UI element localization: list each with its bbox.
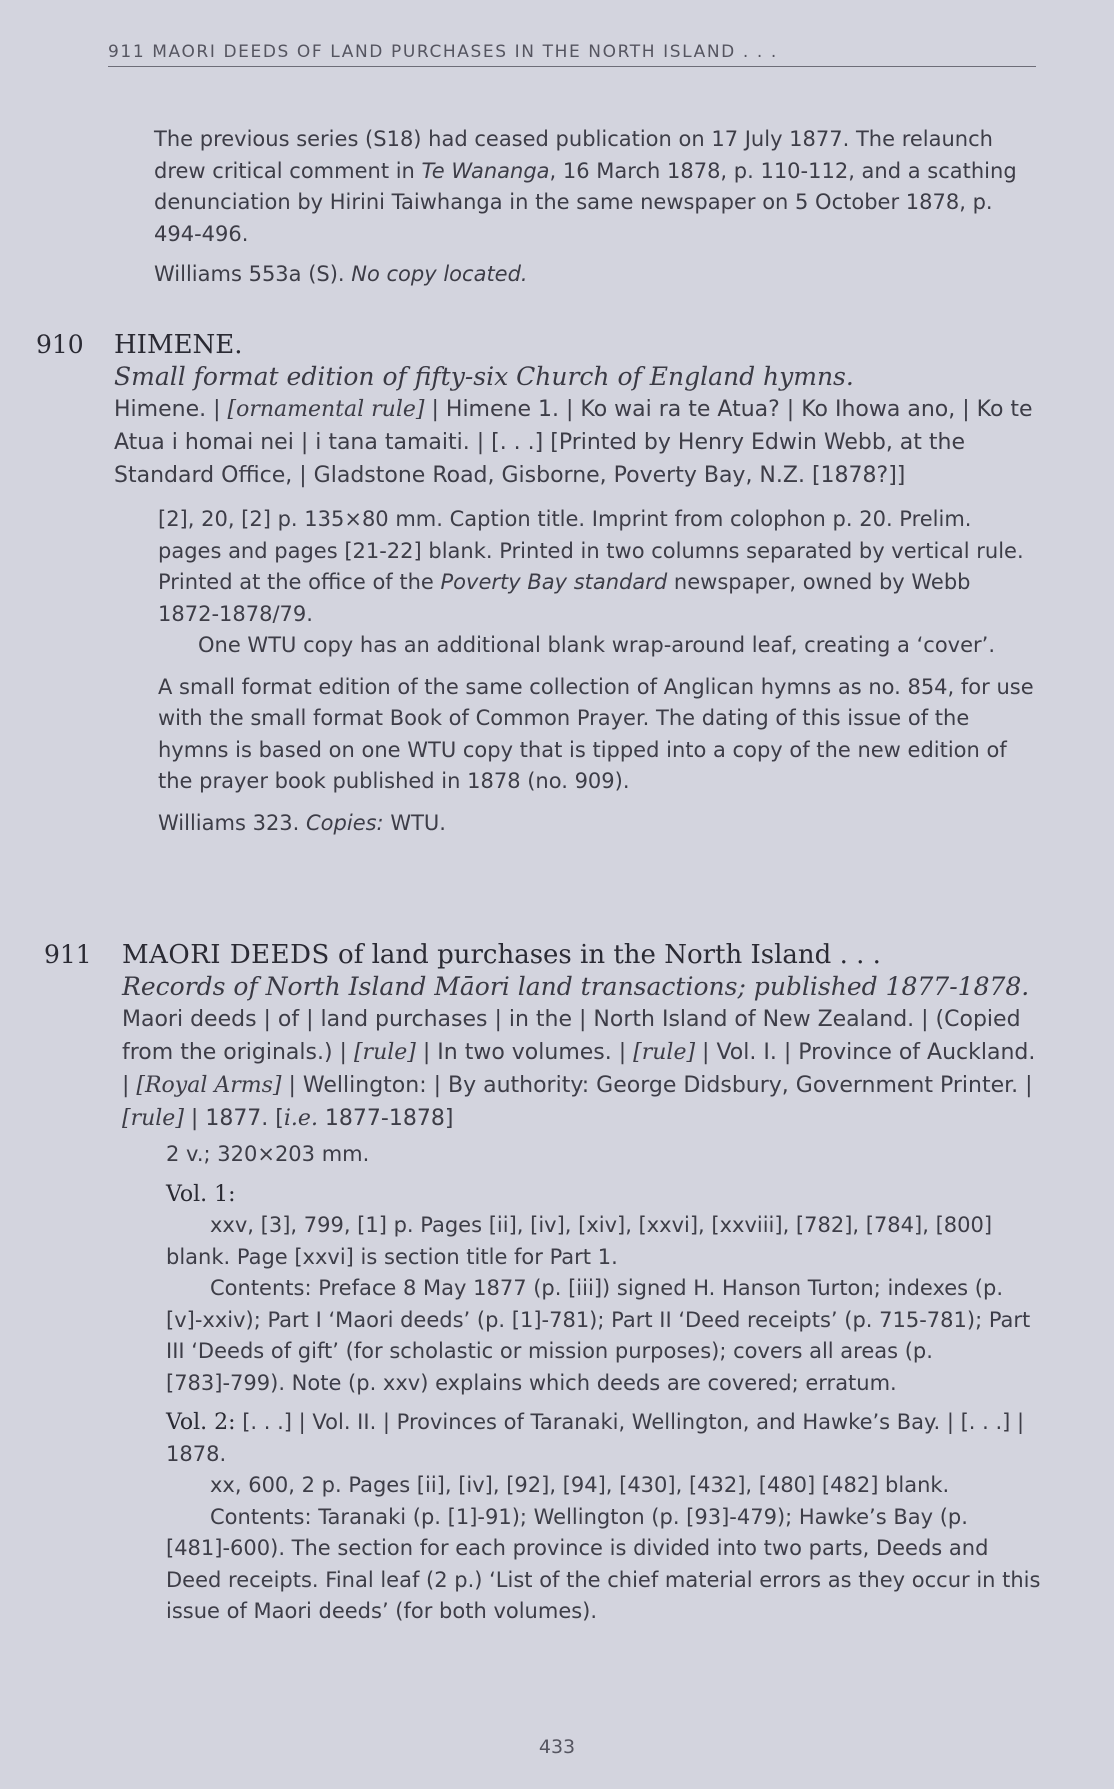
page-number: 433: [538, 1736, 576, 1758]
transcription-italic: [rule]: [633, 1040, 696, 1065]
entry-body: [114, 360, 1036, 839]
entry-header: [44, 940, 1044, 970]
entry-header: [36, 330, 1036, 360]
newspaper-title: Poverty Bay standard: [440, 570, 668, 594]
entry-note: A small format edition of the same collection of Anglican hymns as no. 854, for use with the small format Book of Common Prayer. The dating of this issue of the hymns is based on one WTU copy that is tipped into a copy of the new edition of the prayer book published in 1878 (no. 909).: [158, 674, 1034, 793]
transcription-text: Himene. |: [114, 397, 228, 422]
description-text-rest: newspaper, owned by Webb 1872-1878/79.: [158, 570, 971, 626]
transcription-text: 1877-1878]: [317, 1106, 454, 1131]
transcription-italic: i.e.: [283, 1106, 318, 1131]
intro-text-rest: , 16 March 1878, p. 110-112, and a scathing denunciation by Hirini Taiwhanga in the same newspaper on 5 October 1878, p. 494-496.: [154, 158, 1017, 246]
running-head: 911 MAORI DEEDS OF LAND PURCHASES IN THE NORTH ISLAND . . .: [108, 42, 1036, 67]
volume-2: [166, 1407, 1044, 1628]
description-paragraph: [158, 504, 1036, 630]
collation: 2 v.; 320×203 mm.: [166, 1142, 370, 1166]
heading-rest: of land purchases in the North Island . . .: [329, 940, 881, 970]
title-transcription: [122, 1003, 1044, 1135]
description-text: [2], 20, [2] p. 135×80 mm. Caption title. Imprint from colophon p. 20. Prelim. pages and pages [21-22] blank. Printed in two columns separated by vertical rule. Printed at the office of the: [158, 507, 1024, 594]
reference-text: Williams 553a (S).: [154, 262, 352, 286]
entry-heading: [122, 940, 881, 970]
description-paragraph-2: One WTU copy has an additional blank wrap-around leaf, creating a ‘cover’.: [198, 633, 995, 657]
entry-heading: HIMENE.: [114, 330, 243, 360]
volume-2-title: [166, 1407, 1044, 1470]
transcription-text: | Vol. I. | Province of Auckland. |: [122, 1040, 1036, 1098]
transcription-text: | In two volumes. |: [415, 1040, 634, 1065]
volume-1-collation: xxv, [3], 799, [1] p. Pages [ii], [iv], [xiv], [xxvi], [xxviii], [782], [784], [800] blank. Page [xxvi] is section title for Part 1.: [166, 1213, 993, 1269]
volume-1-contents: Contents: Preface 8 May 1877 (p. [iii]) signed H. Hanson Turton; indexes (p. [v]-xxiv); Part I ‘Maori deeds’ (p. [1]-781); Part II ‘Deed receipts’ (p. 715-781); Part III ‘Deeds of gift’ (for scholastic or mission purposes); covers all areas (p. [783]-799). Note (p. xxv) explains which deeds are covered; erratum.: [166, 1276, 1031, 1395]
entry-910: [36, 330, 1036, 839]
entry-number: 910: [36, 330, 84, 359]
volume-2-contents: Contents: Taranaki (p. [1]-91); Wellington (p. [93]-479); Hawke’s Bay (p. [481]-600). The section for each province is divided into two parts, Deeds and Deed receipts. Final leaf (2 p.) ‘List of the chief material errors as they occur in this issue of Maori deeds’ (for both volumes).: [166, 1504, 1041, 1623]
intro-paragraph: [154, 124, 1036, 250]
reference-note: No copy located.: [351, 262, 528, 286]
entry-subtitle: Small format edition of fifty-six Church of England hymns.: [114, 362, 854, 391]
intro-text: The previous series (S18) had ceased publication on 17 July 1877. The relaunch drew critical comment in: [154, 127, 993, 183]
entry-number: 911: [44, 940, 92, 969]
copies-value: WTU.: [383, 810, 446, 835]
copies-label: Copies:: [306, 810, 384, 835]
entry-subtitle: Records of North Island Māori land transactions; published 1877-1878.: [122, 972, 1030, 1001]
heading-caps: MAORI DEEDS: [122, 940, 330, 970]
transcription-text: | Wellington: | By authority: George Didsbury, Government Printer. |: [281, 1073, 1033, 1098]
transcription-text: Maori deeds | of | land purchases | in the | North Island of New Zealand. | (Copied from the originals.) |: [122, 1007, 1021, 1065]
transcription-text: | 1877. [: [183, 1106, 284, 1131]
entry-body: [122, 970, 1044, 1628]
entry-reference: [158, 808, 1036, 840]
spacer: [158, 662, 1036, 672]
transcription-italic: [rule]: [353, 1040, 416, 1065]
spacer: [158, 798, 1036, 808]
reference-text: Williams 323.: [158, 810, 307, 835]
entry-911: [44, 940, 1044, 1628]
intro-reference: [154, 259, 1036, 291]
transcription-italic: [rule]: [122, 1106, 184, 1131]
transcription-italic: [Royal Arms]: [136, 1073, 282, 1098]
title-transcription: [114, 393, 1036, 492]
volume-label: Vol. 2:: [166, 1410, 236, 1435]
intro-continuation: [154, 124, 1036, 291]
volume-1: [166, 1179, 1044, 1400]
newspaper-title: Te Wananga: [421, 158, 550, 183]
transcription-italic: [ornamental rule]: [227, 397, 425, 422]
transcription-text-rest: | Himene 1. | Ko wai ra te Atua? | Ko Ihowa ano, | Ko te Atua i homai nei | i tana tamaiti. | [. . .] [Printed by Henry Edwin Webb, at the Standard Office, | Gladstone Road, Gisborne, Poverty Bay, N.Z. [1878?]]: [114, 397, 1033, 488]
volume-2-collation: xx, 600, 2 p. Pages [ii], [iv], [92], [94], [430], [432], [480] [482] blank.: [210, 1473, 950, 1497]
volume-title-text: [. . .] | Vol. II. | Provinces of Taranaki, Wellington, and Hawke’s Bay. | [. . .] | 1878.: [166, 1410, 1025, 1466]
volume-label: Vol. 1:: [166, 1181, 236, 1207]
physical-description: [158, 504, 1036, 839]
